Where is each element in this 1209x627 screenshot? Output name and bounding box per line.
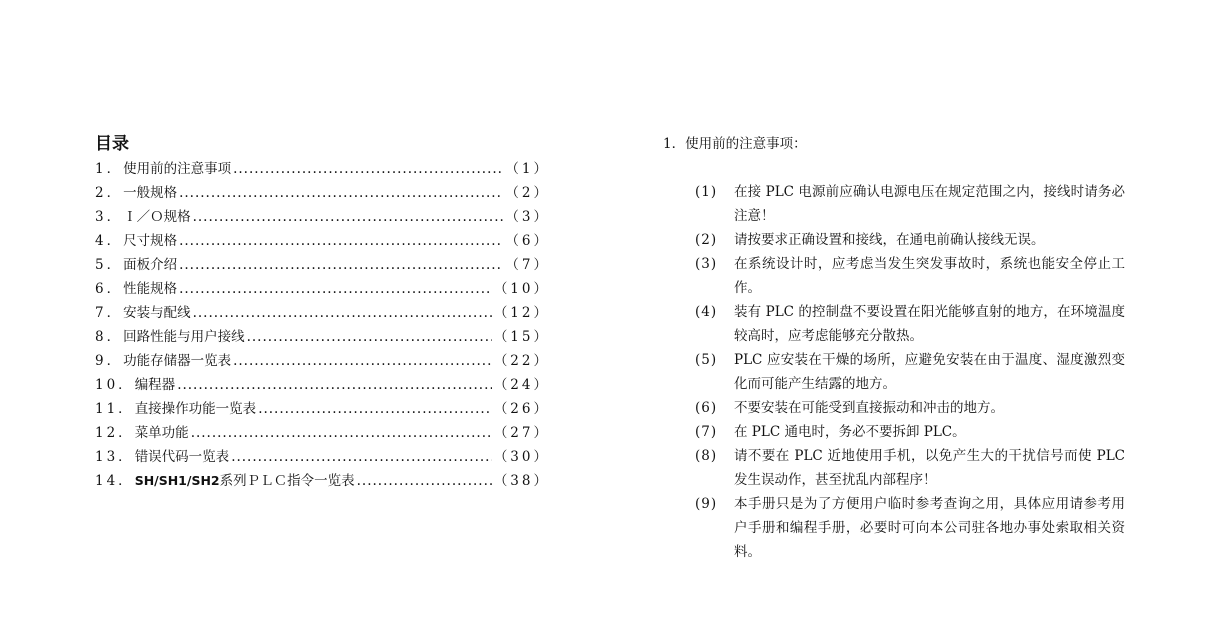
precaution-text: 在接 PLC 电源前应确认电源电压在规定范围之内，接线时请务必注意！ <box>734 184 1125 224</box>
toc-item[interactable] <box>95 325 550 349</box>
toc-item-page: （15） <box>493 329 550 345</box>
toc-item-label: 尺寸规格 <box>123 233 178 249</box>
toc-item-label: 功能存储器一览表 <box>123 353 232 369</box>
toc-item-number: 11． <box>95 401 135 417</box>
precaution-text: 在 PLC 通电时，务必不要拆卸 PLC。 <box>734 424 966 440</box>
toc-item-label: 回路性能与用户接线 <box>123 329 245 345</box>
toc-item-label-text: 系列ＰＬＣ指令一览表 <box>219 473 355 489</box>
precaution-number: (5) <box>695 352 718 368</box>
toc-item-page: （22） <box>493 353 550 369</box>
toc-item-number: 9． <box>95 353 124 369</box>
precaution-text: 本手册只是为了方便用户临时参考查询之用，具体应用请参考用户手册和编程手册，必要时可向本公司驻各地办事处索取相关资料。 <box>734 496 1125 560</box>
precaution-item <box>695 444 1125 492</box>
toc-item-number: 7． <box>95 305 124 321</box>
precaution-text: 请按要求正确设置和接线，在通电前确认接线无误。 <box>734 232 1045 248</box>
toc-item-page: （10） <box>493 281 550 297</box>
toc-item-page: （38） <box>493 473 550 489</box>
precaution-item <box>695 252 1125 300</box>
toc-page <box>0 0 604 627</box>
toc-leader-dots <box>231 445 492 469</box>
precaution-number: (1) <box>695 184 718 200</box>
precaution-number: (6) <box>695 400 718 416</box>
toc-leader-dots <box>179 181 503 205</box>
toc-item-label-model: SH/SH1/SH2 <box>134 473 220 488</box>
toc-item-page: （7） <box>505 257 550 273</box>
toc-item-page: （27） <box>493 425 550 441</box>
toc-item-page: （6） <box>505 233 550 249</box>
precaution-number: (4) <box>695 304 718 320</box>
toc-item-page: （30） <box>493 449 550 465</box>
toc-item-label: Ｉ／Ｏ规格 <box>123 209 191 225</box>
toc-item[interactable] <box>95 349 550 373</box>
toc-item[interactable] <box>95 253 550 277</box>
section-heading: 1．使用前的注意事项： <box>663 136 807 152</box>
toc-item[interactable] <box>95 229 550 253</box>
toc-leader-dots <box>191 421 492 445</box>
toc-list <box>95 157 550 493</box>
toc-item-label: 编程器 <box>134 377 176 393</box>
toc-item-number: 10． <box>95 377 135 393</box>
toc-item-number: 6． <box>95 281 124 297</box>
toc-leader-dots <box>247 325 492 349</box>
precaution-text: 请不要在 PLC 近地使用手机，以免产生大的干扰信号而使 PLC 发生误动作，甚至扰乱内部程序！ <box>734 448 1125 488</box>
toc-item-label: 错误代码一览表 <box>134 449 230 465</box>
precaution-item <box>695 492 1125 564</box>
toc-item-number: 12． <box>95 425 135 441</box>
toc-item-number: 1． <box>95 161 124 177</box>
toc-leader-dots <box>179 277 492 301</box>
toc-item-label: 直接操作功能一览表 <box>134 401 257 417</box>
toc-item-label: 性能规格 <box>123 281 178 297</box>
toc-item[interactable] <box>95 301 550 325</box>
precaution-number: (2) <box>695 232 718 248</box>
toc-item-page: （26） <box>493 401 550 417</box>
toc-item-number: 8． <box>95 329 124 345</box>
toc-item-label: 一般规格 <box>123 185 178 201</box>
toc-item-page: （1） <box>505 161 550 177</box>
toc-item[interactable] <box>95 181 550 205</box>
toc-leader-dots <box>179 253 503 277</box>
toc-item[interactable] <box>95 277 550 301</box>
toc-item-page: （3） <box>505 209 550 225</box>
precaution-number: (3) <box>695 256 718 272</box>
toc-item-label: 菜单功能 <box>134 425 189 441</box>
toc-leader-dots <box>233 157 503 181</box>
precaution-item <box>695 180 1125 228</box>
toc-item-number: 3． <box>95 209 124 225</box>
toc-item-label: 安装与配线 <box>123 305 191 321</box>
toc-item[interactable] <box>95 373 550 397</box>
precaution-number: (8) <box>695 448 718 464</box>
precaution-text: PLC 应安装在干燥的场所，应避免安装在由于温度、湿度激烈变化而可能产生结露的地方。 <box>734 352 1125 392</box>
precaution-number: (7) <box>695 424 718 440</box>
precaution-text: 装有 PLC 的控制盘不要设置在阳光能够直射的地方，在环境温度较高时，应考虑能够充分散热。 <box>734 304 1125 344</box>
toc-item-number: 13． <box>95 449 135 465</box>
toc-item-page: （24） <box>493 377 550 393</box>
toc-item-number: 2． <box>95 185 124 201</box>
toc-item[interactable] <box>95 421 550 445</box>
toc-leader-dots <box>193 301 492 325</box>
toc-leader-dots <box>258 397 492 421</box>
toc-leader-dots <box>193 205 504 229</box>
toc-leader-dots <box>233 349 492 373</box>
precaution-item <box>695 348 1125 396</box>
toc-item[interactable] <box>95 397 550 421</box>
toc-item-number: 4． <box>95 233 124 249</box>
toc-leader-dots <box>179 229 503 253</box>
precautions-page <box>604 0 1209 627</box>
toc-item-label: 使用前的注意事项 <box>123 161 232 177</box>
toc-item[interactable] <box>95 445 550 469</box>
toc-leader-dots <box>357 469 492 493</box>
toc-leader-dots <box>177 373 492 397</box>
precaution-item <box>695 396 1125 420</box>
toc-item-number: 14． <box>95 473 135 489</box>
toc-item-page: （2） <box>505 185 550 201</box>
toc-item[interactable] <box>95 205 550 229</box>
toc-item[interactable] <box>95 469 550 493</box>
toc-item-page: （12） <box>493 305 550 321</box>
precaution-item <box>695 420 1125 444</box>
precaution-item <box>695 300 1125 348</box>
precaution-text: 不要安装在可能受到直接振动和冲击的地方。 <box>734 400 1004 416</box>
toc-item-label: 面板介绍 <box>123 257 178 273</box>
precaution-text: 在系统设计时，应考虑当发生突发事故时，系统也能安全停止工作。 <box>734 256 1125 296</box>
toc-item[interactable] <box>95 157 550 181</box>
precautions-list <box>695 180 1125 564</box>
precaution-item <box>695 228 1125 252</box>
toc-title: 目录 <box>95 134 129 154</box>
precaution-number: (9) <box>695 496 718 512</box>
toc-item-label <box>135 469 355 493</box>
toc-item-number: 5． <box>95 257 124 273</box>
